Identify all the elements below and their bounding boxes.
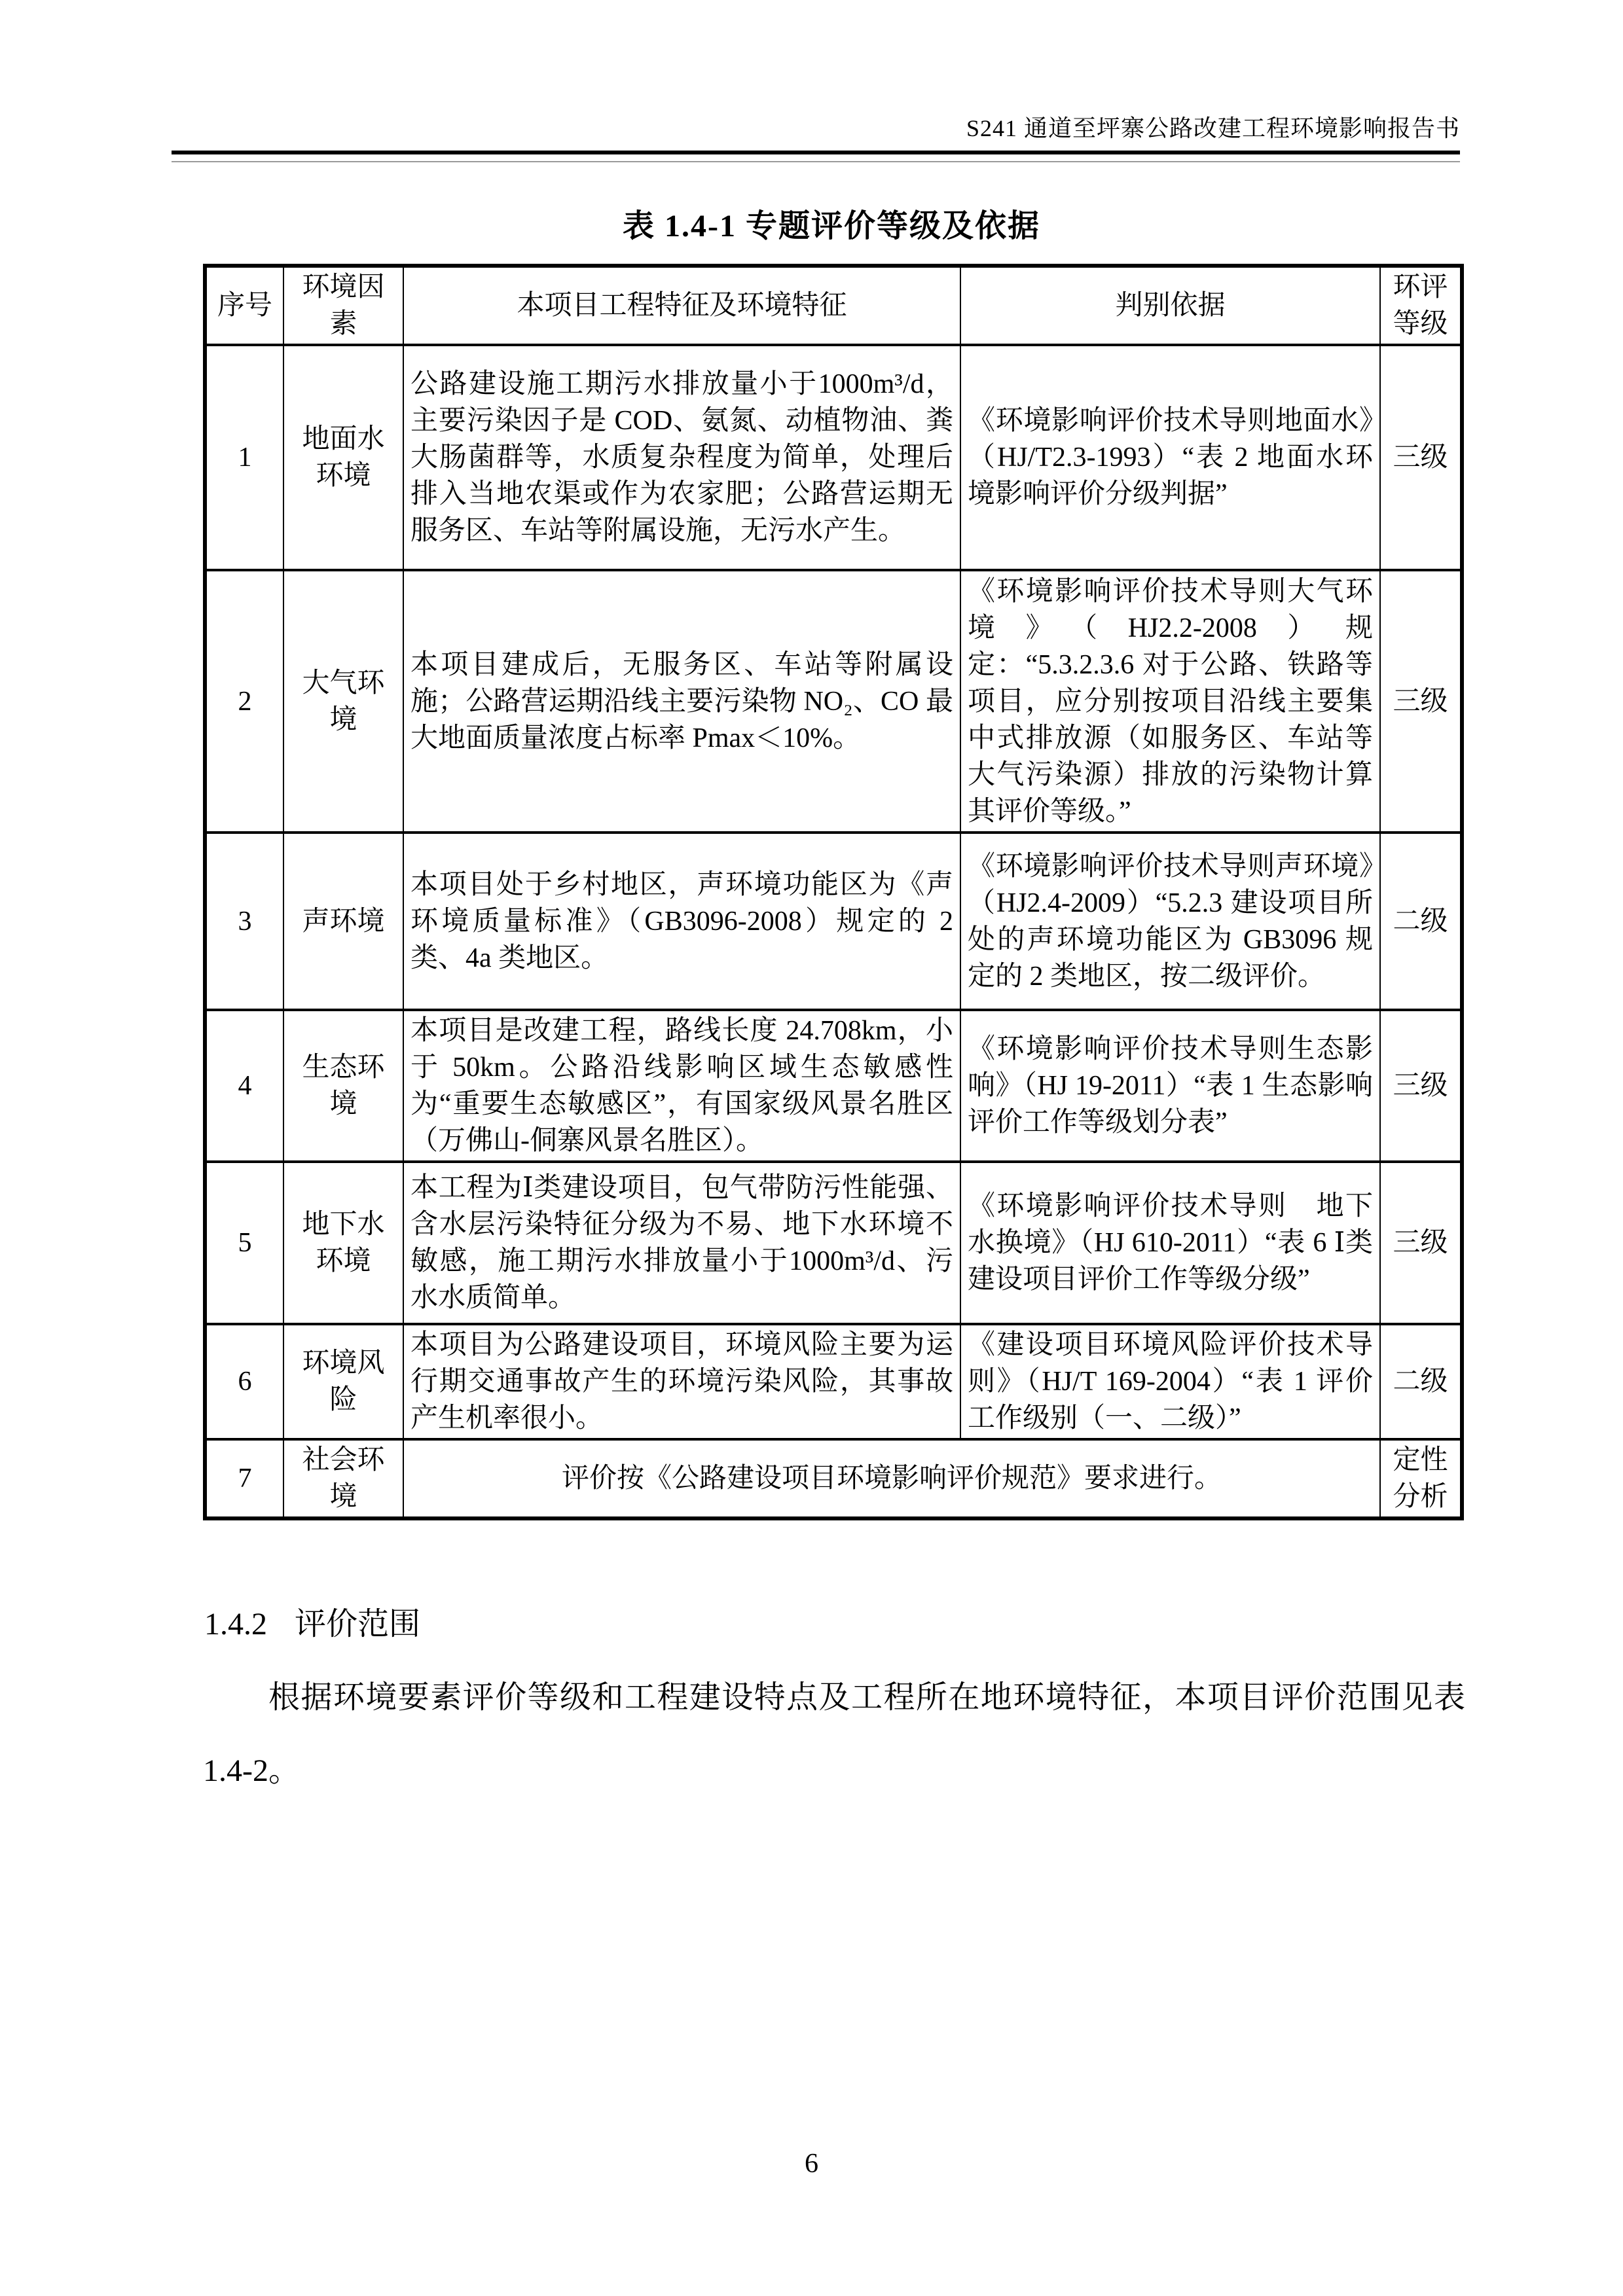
judgment-basis-cell: 《环境影响评价技术导则声环境》（HJ2.4-2009）“5.2.3 建设项目所处的声环境功能区为 GB3096 规定的 2 类地区，按二级评价。	[960, 833, 1380, 1010]
project-feature-cell: 本项目建成后，无服务区、车站等附属设施；公路营运期沿线主要污染物 NO₂、CO 最大地面质量浓度占标率 Pmax＜10%。	[403, 570, 960, 833]
project-feature-cell: 本项目是改建工程，路线长度 24.708km，小于 50km。公路沿线影响区域生态敏感性为“重要生态敏感区”，有国家级风景名胜区（万佛山-侗寨风景名胜区）。	[403, 1010, 960, 1162]
project-feature-cell: 本项目为公路建设项目，环境风险主要为运行期交通事故产生的环境污染风险，其事故产生机率很小。	[403, 1324, 960, 1439]
table-row	[205, 833, 1462, 1010]
table-row	[205, 1439, 1462, 1518]
table-header-row	[205, 266, 1462, 345]
row-number-cell: 3	[205, 833, 283, 1010]
project-feature-cell: 公路建设施工期污水排放量小于1000m³/d，主要污染因子是 COD、氨氮、动植物油、粪大肠菌群等，水质复杂程度为简单，处理后排入当地农渠或作为农家肥；公路营运期无服务区、车站等附属设施，无污水产生。	[403, 345, 960, 570]
env-factor-cell: 地下水环境	[283, 1162, 403, 1324]
table-row	[205, 1010, 1462, 1162]
eia-grade-cell: 二级	[1380, 833, 1462, 1010]
table-row	[205, 570, 1462, 833]
project-feature-cell: 本项目处于乡村地区，声环境功能区为《声环境质量标准》（GB3096-2008）规定的 2 类、4a 类地区。	[403, 833, 960, 1010]
eia-grade-cell: 三级	[1380, 1010, 1462, 1162]
row-number-cell: 4	[205, 1010, 283, 1162]
env-factor-cell: 声环境	[283, 833, 403, 1010]
column-header-grade: 环评等级	[1380, 266, 1462, 345]
table-row	[205, 1162, 1462, 1324]
section-number: 1.4.2	[204, 1607, 267, 1641]
eia-grade-cell: 三级	[1380, 570, 1462, 833]
project-feature-cell: 本工程为Ⅰ类建设项目，包气带防污性能强、含水层污染特征分级为不易、地下水环境不敏感，施工期污水排放量小于1000m³/d、污水水质简单。	[403, 1162, 960, 1324]
section-heading	[204, 1605, 420, 1644]
judgment-basis-cell: 《环境影响评价技术导则地面水》（HJ/T2.3-1993）“表 2 地面水环境影响评价分级判据”	[960, 345, 1380, 570]
row-number-cell: 2	[205, 570, 283, 833]
judgment-basis-cell: 《环境影响评价技术导则 地下水换境》（HJ 610-2011）“表 6 Ⅰ类建设项目评价工作等级分级”	[960, 1162, 1380, 1324]
body-paragraph: 根据环境要素评价等级和工程建设特点及工程所在地环境特征，本项目评价范围见表 1.4-2。	[203, 1680, 1465, 1788]
row-number-cell: 1	[205, 345, 283, 570]
merged-evaluation-cell: 评价按《公路建设项目环境影响评价规范》要求进行。	[403, 1439, 1380, 1518]
column-header-no: 序号	[205, 266, 283, 345]
judgment-basis-cell: 《建设项目环境风险评价技术导则》（HJ/T 169-2004）“表 1 评价工作级别（一、二级）”	[960, 1324, 1380, 1439]
eia-grade-cell: 定性分析	[1380, 1439, 1462, 1518]
env-factor-cell: 环境风险	[283, 1324, 403, 1439]
row-number-cell: 7	[205, 1439, 283, 1518]
page-number: 6	[805, 2149, 818, 2179]
row-number-cell: 5	[205, 1162, 283, 1324]
eia-grade-cell: 三级	[1380, 345, 1462, 570]
running-header: S241 通道至坪寨公路改建工程环境影响报告书	[966, 115, 1460, 141]
column-header-basis: 判别依据	[960, 266, 1380, 345]
eia-grade-cell: 二级	[1380, 1324, 1462, 1439]
env-factor-cell: 生态环境	[283, 1010, 403, 1162]
evaluation-grade-table	[203, 264, 1464, 1520]
header-rule-thick	[172, 151, 1460, 154]
header-rule-thin	[172, 161, 1460, 162]
section-title: 评价范围	[295, 1607, 421, 1641]
eia-grade-cell: 三级	[1380, 1162, 1462, 1324]
env-factor-cell: 社会环境	[283, 1439, 403, 1518]
row-number-cell: 6	[205, 1324, 283, 1439]
column-header-factor: 环境因素	[283, 266, 403, 345]
column-header-feature: 本项目工程特征及环境特征	[403, 266, 960, 345]
judgment-basis-cell: 《环境影响评价技术导则生态影响》（HJ 19-2011）“表 1 生态影响评价工作等级划分表”	[960, 1010, 1380, 1162]
table-row	[205, 1324, 1462, 1439]
table-row	[205, 345, 1462, 570]
env-factor-cell: 地面水环境	[283, 345, 403, 570]
table-title: 表 1.4-1 专题评价等级及依据	[623, 209, 1040, 243]
judgment-basis-cell: 《环境影响评价技术导则大气环境》（HJ2.2-2008）规定：“5.3.2.3.6 对于公路、铁路等项目，应分别按项目沿线主要集中式排放源（如服务区、车站等大气污染源）排放的污染物计算其评价等级。”	[960, 570, 1380, 833]
env-factor-cell: 大气环境	[283, 570, 403, 833]
